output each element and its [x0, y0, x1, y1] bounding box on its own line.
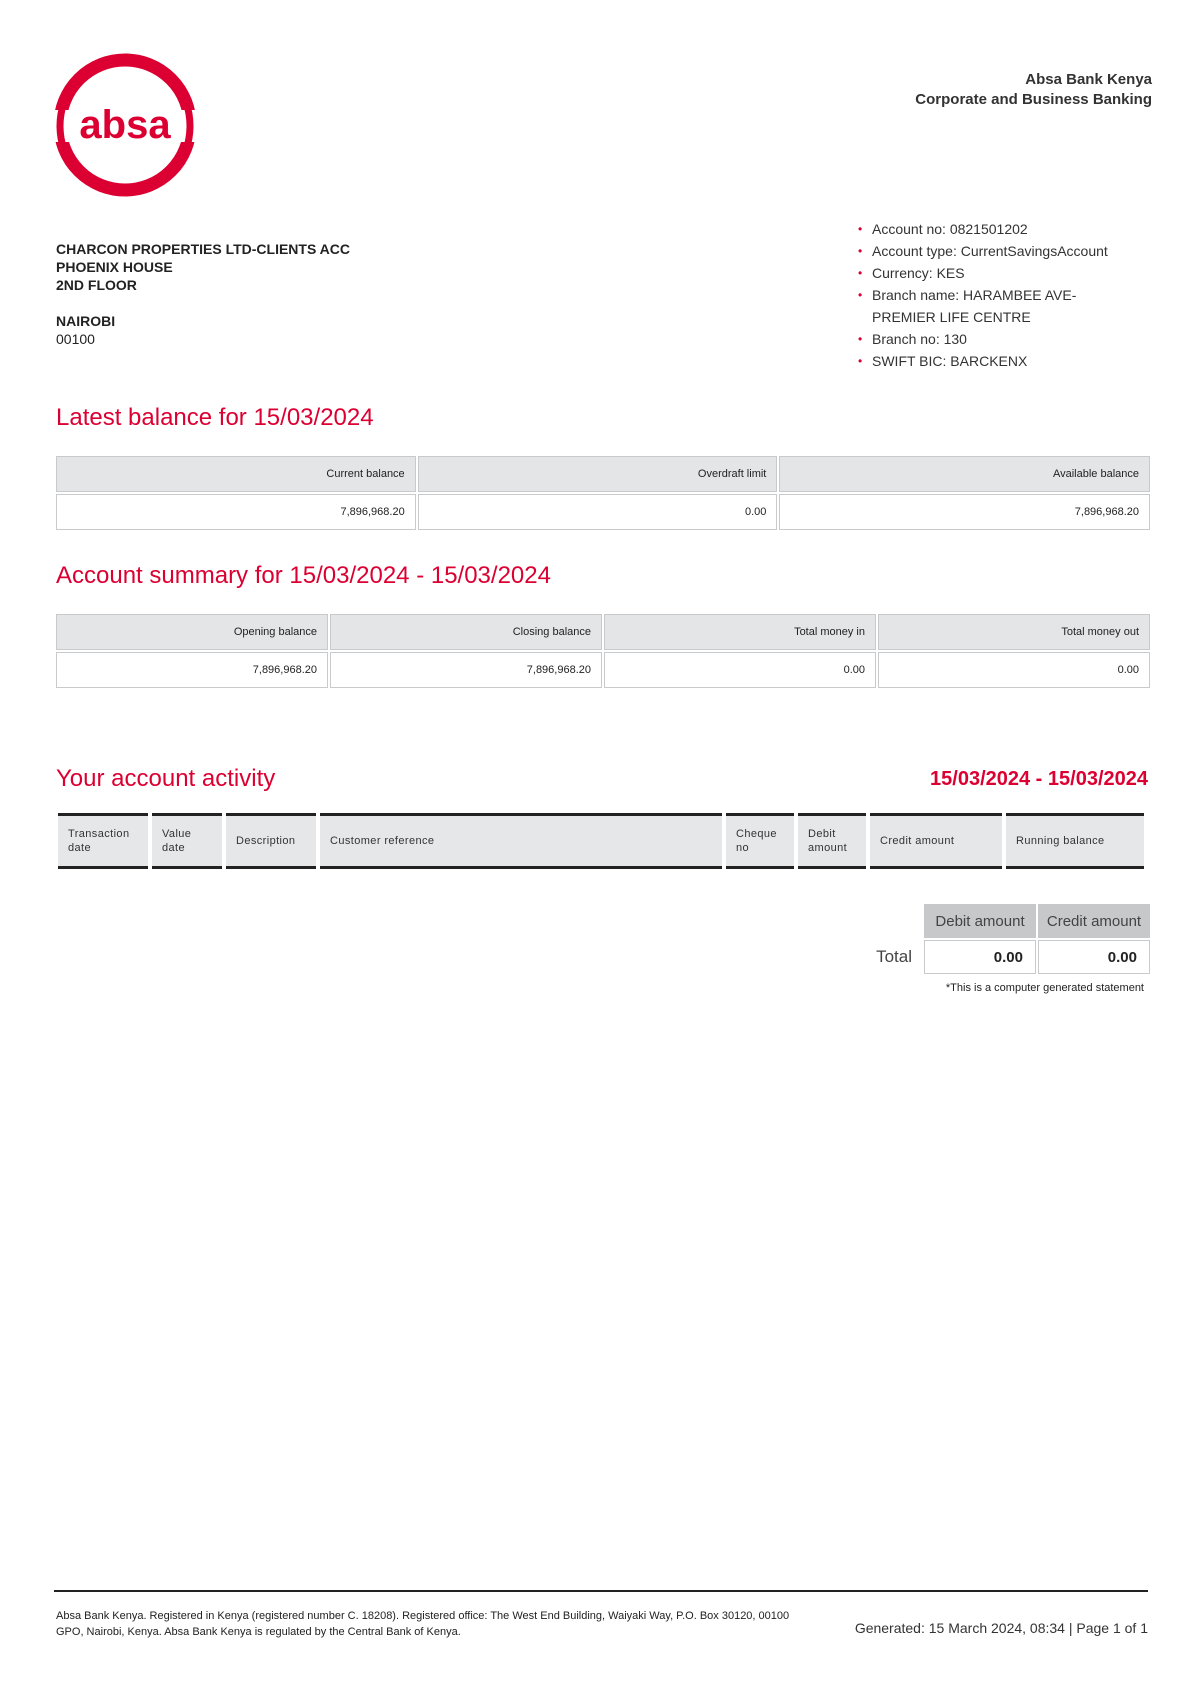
footer-divider: [54, 1590, 1148, 1592]
footer-legal: Absa Bank Kenya. Registered in Kenya (registered number C. 18208). Registered office: The West End Building, Waiyaki Way, P.O. Box 30120, 00100 GPO, Nairobi, Kenya. Absa Bank Kenya is regulated by the Central Bank of Kenya.: [56, 1610, 790, 1638]
branch-name-line-1: Branch name: HARAMBEE AVE-: [872, 287, 1077, 303]
value-overdraft-limit: 0.00: [418, 494, 778, 530]
totals-credit-value: 0.00: [1038, 940, 1150, 974]
col-debit-amount: Debit amount: [798, 813, 866, 869]
account-type: • Account type: CurrentSavingsAccount: [858, 240, 1158, 262]
bank-unit: Corporate and Business Banking: [915, 91, 1152, 108]
header-closing-balance: Closing balance: [330, 614, 602, 650]
col-transaction-date: Transaction date: [58, 813, 148, 869]
value-closing-balance: 7,896,968.20: [330, 652, 602, 688]
latest-balance-table: [54, 454, 1152, 532]
header-opening-balance: Opening balance: [56, 614, 328, 650]
value-opening-balance: 7,896,968.20: [56, 652, 328, 688]
activity-period: 15/03/2024 - 15/03/2024: [930, 768, 1148, 790]
col-cheque-no: Cheque no: [726, 813, 794, 869]
svg-text:absa: absa: [79, 103, 171, 147]
branch-name-line-2: PREMIER LIFE CENTRE: [872, 309, 1031, 325]
header-overdraft-limit: Overdraft limit: [418, 456, 778, 492]
address-line-2: PHOENIX HOUSE: [56, 259, 173, 275]
header-total-money-out: Total money out: [878, 614, 1150, 650]
bank-name: Absa Bank Kenya: [1025, 71, 1152, 88]
totals-label: Total: [876, 947, 912, 966]
col-value-date: Value date: [152, 813, 222, 869]
header-current-balance: Current balance: [56, 456, 416, 492]
bank-header: [915, 70, 1152, 110]
totals-table: [873, 902, 1152, 976]
account-summary-title: Account summary for 15/03/2024 - 15/03/2024: [56, 562, 551, 589]
account-details: [858, 218, 1158, 372]
col-running-balance: Running balance: [1006, 813, 1144, 869]
value-current-balance: 7,896,968.20: [56, 494, 416, 530]
header-total-money-in: Total money in: [604, 614, 876, 650]
value-available-balance: 7,896,968.20: [779, 494, 1150, 530]
branch-name: [858, 284, 1158, 328]
col-credit-amount: Credit amount: [870, 813, 1002, 869]
branch-number: • Branch no: 130: [858, 328, 1158, 350]
address-city: NAIROBI: [56, 313, 116, 329]
address-line-3: 2ND FLOOR: [56, 277, 137, 293]
account-summary-table: [54, 612, 1152, 690]
address-postcode: 00100: [56, 331, 95, 347]
absa-logo: [52, 52, 198, 198]
totals-debit-header: Debit amount: [924, 904, 1036, 938]
col-customer-reference: Customer reference: [320, 813, 722, 869]
address-line-1: CHARCON PROPERTIES LTD-CLIENTS ACC: [56, 241, 350, 257]
value-total-money-in: 0.00: [604, 652, 876, 688]
activity-title: Your account activity: [56, 765, 276, 792]
header-available-balance: Available balance: [779, 456, 1150, 492]
customer-address: [56, 240, 350, 348]
totals-debit-value: 0.00: [924, 940, 1036, 974]
activity-table: [54, 813, 1148, 869]
footer-generated: Generated: 15 March 2024, 08:34 | Page 1 of 1: [854, 1620, 1148, 1636]
totals-credit-header: Credit amount: [1038, 904, 1150, 938]
account-currency: • Currency: KES: [858, 262, 1158, 284]
account-number: • Account no: 0821501202: [858, 218, 1158, 240]
latest-balance-title: Latest balance for 15/03/2024: [56, 404, 374, 431]
swift-code: • SWIFT BIC: BARCKENX: [858, 350, 1158, 372]
value-total-money-out: 0.00: [878, 652, 1150, 688]
col-description: Description: [226, 813, 316, 869]
computer-generated-note: *This is a computer generated statement: [945, 982, 1144, 994]
